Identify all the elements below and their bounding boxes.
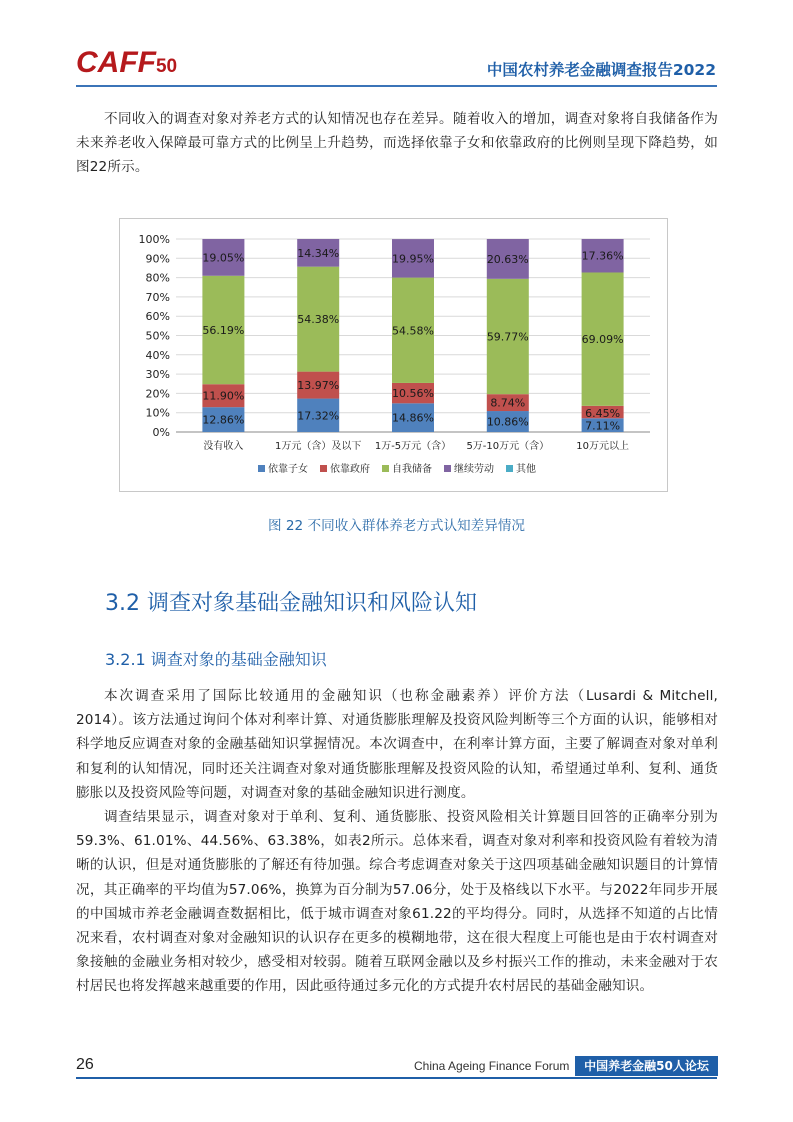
- method-paragraph: 本次调查采用了国际比较通用的金融知识（也称金融素养）评价方法（Lusardi & Mitchell, 2014）。该方法通过询问个体对利率计算、对通货膨胀理解及投资风险判断等三个方面的认识，能够相对科学地反应调查对象的金融基础知识掌握情况。本次调查中，在利率计算方面，主要了解调查对象对单利和复利的认知情况，同时还关注调查对象对通货膨胀理解及投资风险的认知，希望通过单利、复利、通货膨胀以及投资风险等问题，对调查对象的基础金融知识进行测度。: [76, 688, 718, 801]
- legend-label: 其他: [516, 464, 536, 475]
- data-label: 20.63%: [486, 252, 529, 266]
- y-tick-label: 80%: [145, 271, 170, 285]
- legend-swatch: [382, 465, 389, 472]
- data-label: 8.74%: [490, 396, 526, 410]
- data-label: 19.05%: [202, 251, 245, 265]
- caff50-logo: [76, 46, 177, 80]
- y-tick-label: 20%: [145, 387, 170, 401]
- chart-svg: [120, 219, 667, 491]
- x-category-label: 5万-10万元（含）: [466, 441, 550, 452]
- legend-label: 自我储备: [392, 464, 432, 475]
- legend-swatch: [506, 465, 513, 472]
- y-tick-label: 100%: [138, 233, 170, 246]
- data-label: 54.38%: [297, 313, 340, 327]
- data-label: 69.09%: [581, 333, 624, 347]
- legend-swatch: [444, 465, 451, 472]
- data-label: 19.95%: [392, 252, 434, 266]
- page-number: 26: [76, 1056, 94, 1073]
- data-label: 59.77%: [486, 330, 529, 344]
- stacked-bar-chart: [119, 218, 668, 492]
- footer-divider: [76, 1077, 717, 1079]
- legend-label: 依靠子女: [268, 464, 308, 475]
- y-tick-label: 10%: [145, 406, 170, 420]
- x-category-label: 10万元以上: [576, 441, 629, 452]
- data-label: 54.58%: [392, 324, 434, 338]
- y-tick-label: 30%: [145, 368, 170, 382]
- header-divider: [76, 85, 717, 87]
- figure-caption: 图 22 不同收入群体养老方式认知差异情况: [267, 518, 526, 534]
- legend-swatch: [320, 465, 327, 472]
- y-tick-label: 70%: [145, 290, 170, 304]
- data-label: 12.86%: [202, 413, 245, 427]
- subsection-heading: 3.2.1 调查对象的基础金融知识: [105, 650, 327, 669]
- y-tick-label: 50%: [145, 329, 170, 343]
- data-label: 13.97%: [297, 379, 340, 393]
- x-category-label: 1万-5万元（含）: [374, 441, 452, 452]
- footer-badge: 中国养老金融50人论坛: [575, 1056, 718, 1076]
- data-label: 56.19%: [202, 323, 245, 337]
- y-tick-label: 90%: [145, 252, 170, 266]
- logo-50-text: 50: [155, 56, 178, 77]
- y-tick-label: 0%: [152, 426, 170, 439]
- data-label: 14.34%: [297, 246, 340, 260]
- data-label: 10.56%: [392, 387, 434, 401]
- report-title: 中国农村养老金融调查报告2022: [486, 61, 716, 79]
- y-tick-label: 60%: [145, 310, 170, 324]
- logo-caff-text: CAFF: [76, 46, 156, 79]
- y-tick-label: 40%: [145, 348, 170, 362]
- data-label: 10.86%: [486, 415, 529, 429]
- footer-forum-name: China Ageing Finance Forum: [414, 1059, 570, 1073]
- legend-label: 继续劳动: [454, 464, 494, 475]
- x-category-label: 没有收入: [203, 441, 244, 452]
- data-label: 14.86%: [392, 411, 434, 425]
- data-label: 11.90%: [202, 389, 245, 403]
- data-label: 17.36%: [581, 249, 624, 263]
- section-heading: 3.2 调查对象基础金融知识和风险认知: [105, 591, 477, 616]
- legend-swatch: [258, 465, 265, 472]
- intro-paragraph: 不同收入的调查对象对养老方式的认知情况也存在差异。随着收入的增加，调查对象将自我储备作为未来养老收入保障最可靠方式的比例呈上升趋势，而选择依靠子女和依靠政府的比例则呈现下降趋势，如图22所示。: [76, 111, 718, 176]
- data-label: 7.11%: [585, 419, 621, 433]
- results-paragraph: 调查结果显示，调查对象对于单利、复利、通货膨胀、投资风险相关计算题目回答的正确率分别为59.3%、61.01%、44.56%、63.38%，如表2所示。总体来看，调查对象对利率和投资风险有着较为清晰的认识，但是对通货膨胀的了解还有待加强。综合考虑调查对象关于这四项基础金融知识题目的计算情况，其正确率的平均值为57.06%，换算为百分制为57.06分，处于及格线以下水平。与2022年同步开展的中国城市养老金融调查数据相比，低于城市调查对象61.22的平均得分。同时，从选择不知道的占比情况来看，农村调查对象对金融知识的认识存在更多的模糊地带，这在很大程度上可能也是由于农村调查对象接触的金融业务相对较少，感受相对较弱。随着互联网金融以及乡村振兴工作的推动，未来金融对于农村居民也将发挥越来越重要的作用，因此亟待通过多元化的方式提升农村居民的基础金融知识。: [76, 809, 718, 995]
- x-category-label: 1万元（含）及以下: [275, 441, 362, 452]
- data-label: 17.32%: [297, 409, 340, 423]
- legend-label: 依靠政府: [330, 464, 370, 475]
- data-label: 6.45%: [585, 406, 621, 420]
